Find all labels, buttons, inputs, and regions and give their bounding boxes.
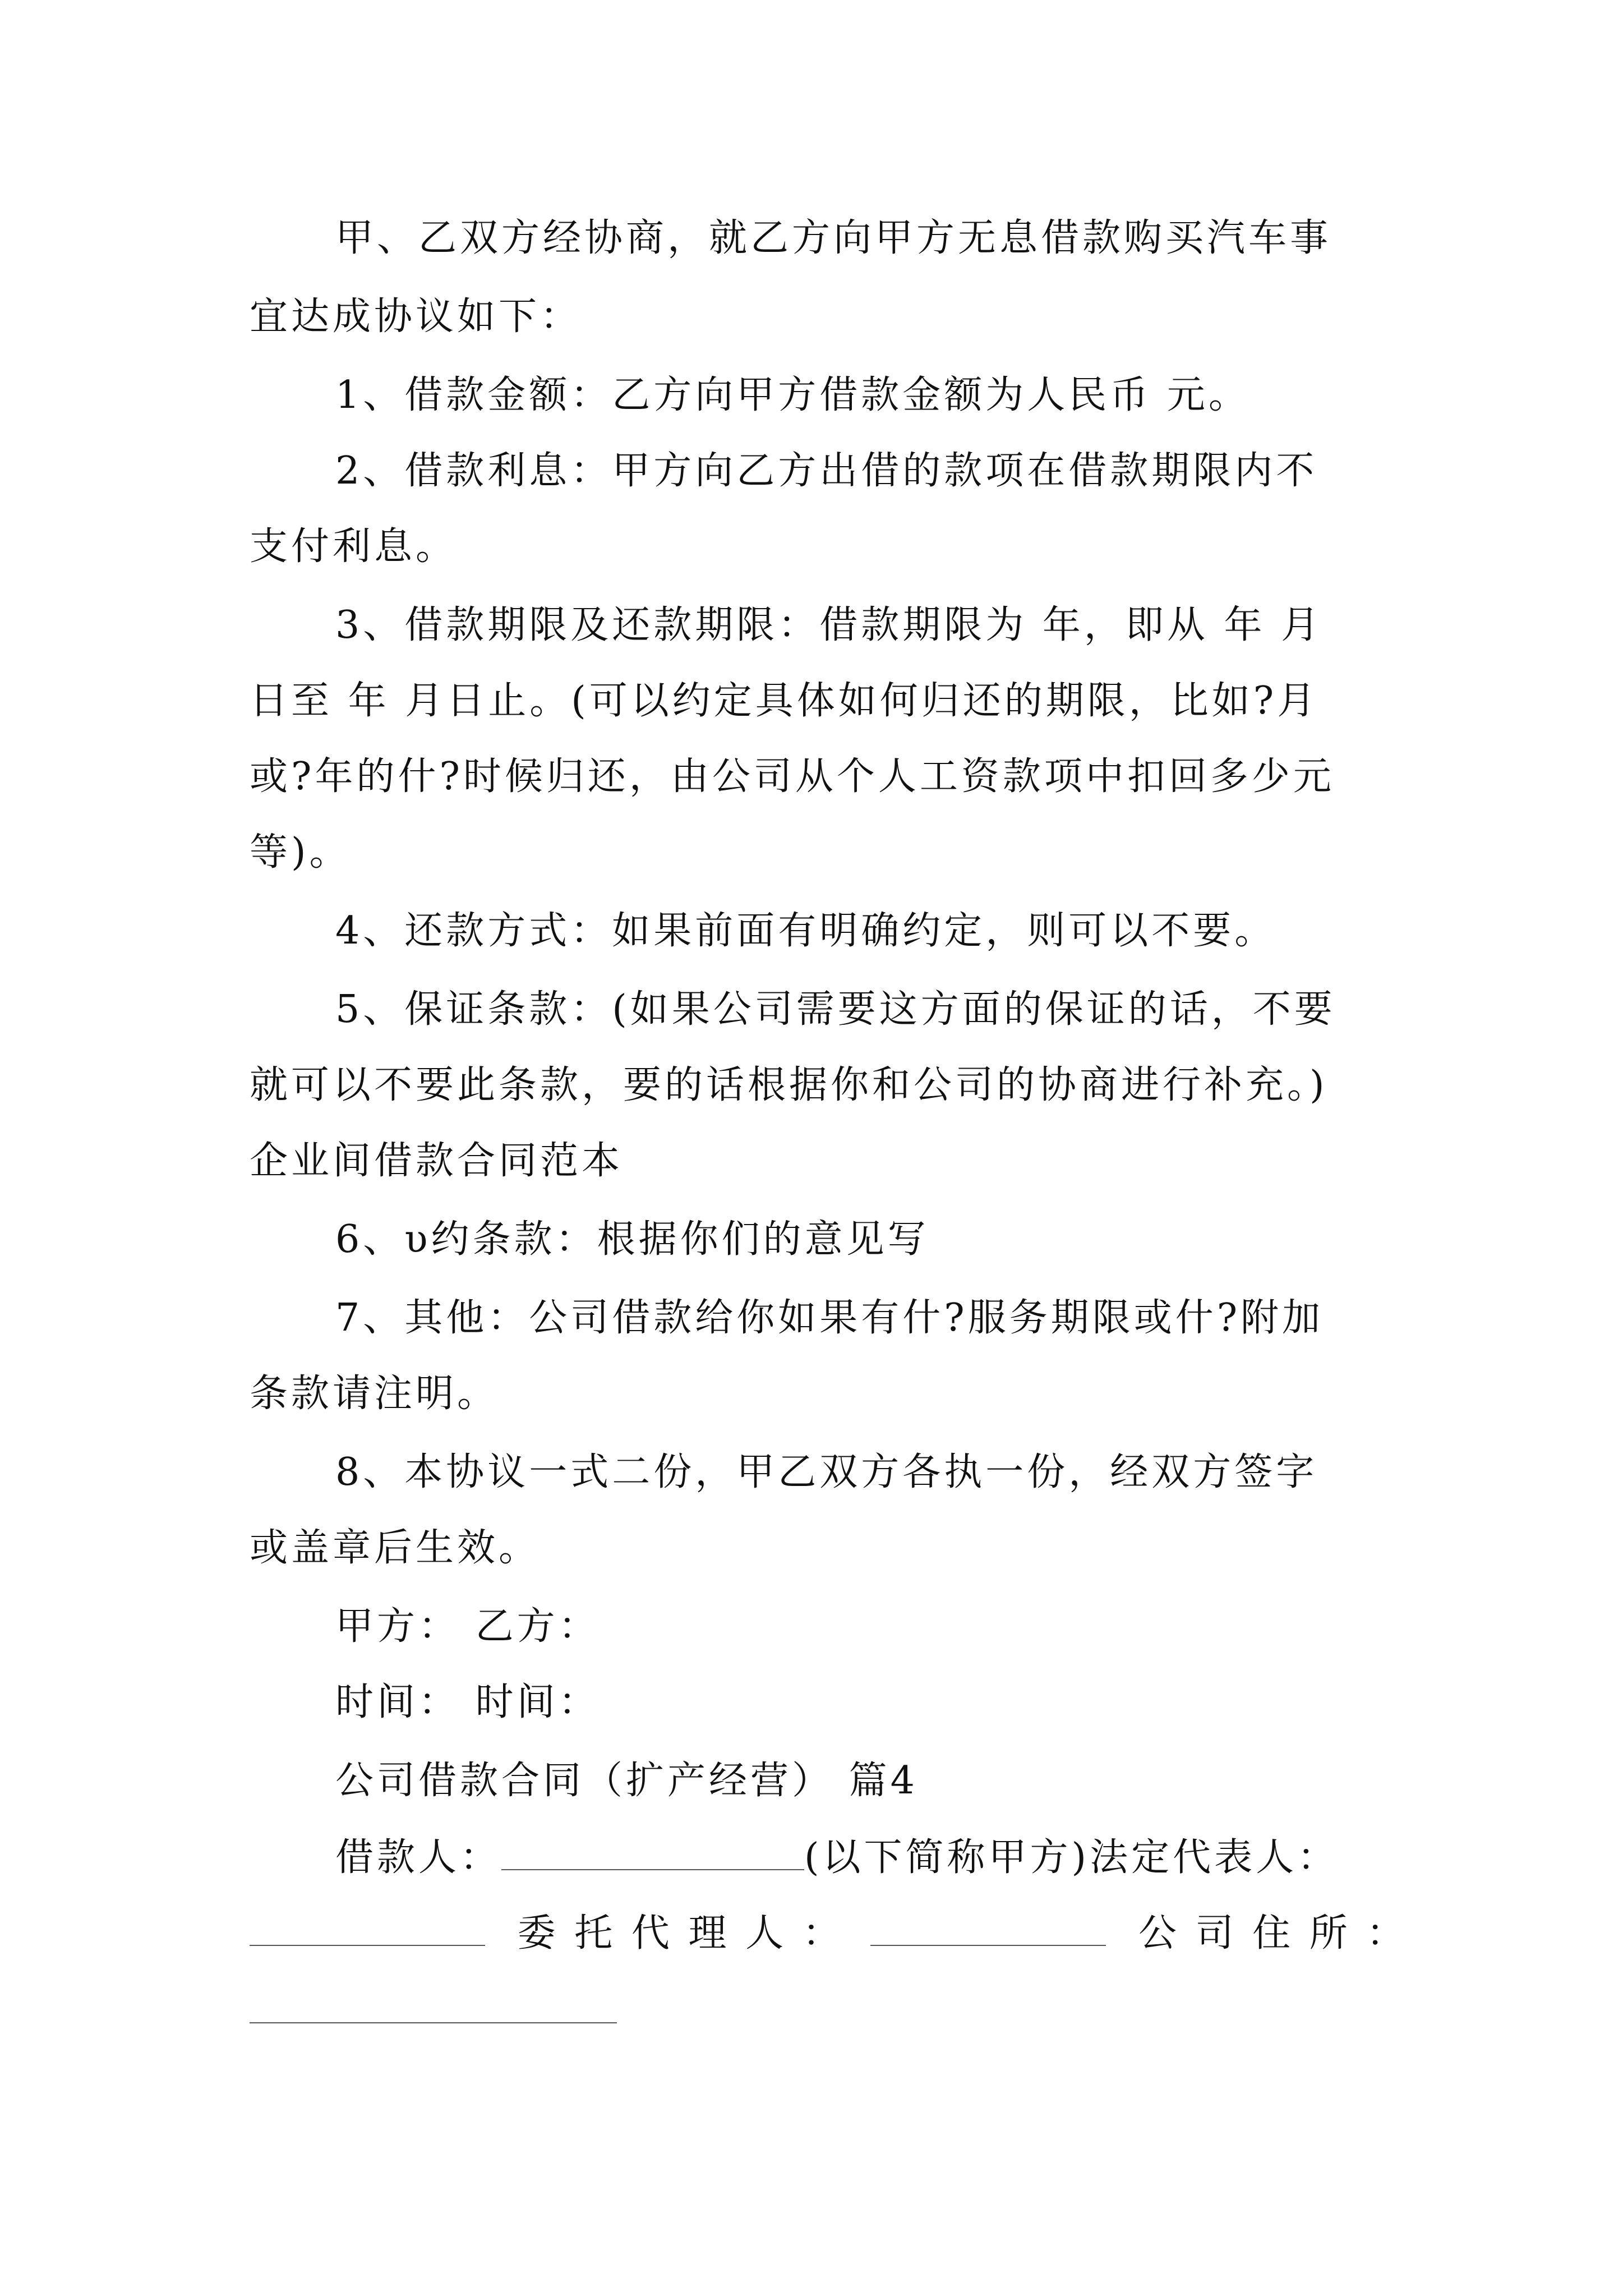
address-blank — [250, 2022, 617, 2023]
borrower-line — [335, 1834, 1339, 1880]
address-label: 公 司 住 所 ： — [1138, 1911, 1408, 1955]
clause-2-line-2: 支付利息。 — [250, 524, 458, 569]
borrower-blank — [501, 1834, 804, 1870]
date-signature-line: 时间： 时间： — [335, 1680, 600, 1724]
clause-8-line-1: 8、本协议一式二份，甲乙双方各执一份，经双方签字 — [335, 1450, 1318, 1494]
clause-3-line-3: 或?年的什?时候归还，由公司从个人工资款项中扣回多少元 — [250, 754, 1335, 799]
clause-5-line-1: 5、保证条款：(如果公司需要这方面的保证的话，不要 — [335, 987, 1336, 1032]
contract-heading: 公司借款合同（扩产经营） 篇4 — [335, 1759, 918, 1803]
section-heading: 企业间借款合同范本 — [250, 1139, 624, 1183]
agent-blank — [870, 1910, 1106, 1946]
clause-1-line: 1、借款金额：乙方向甲方借款金额为人民币 元。 — [335, 373, 1250, 417]
clause-7-line-1: 7、其他：公司借款给你如果有什?服务期限或什?附加 — [335, 1296, 1324, 1340]
clause-2-line-1: 2、借款利息：甲方向乙方出借的款项在借款期限内不 — [335, 449, 1318, 493]
clause-8-line-2: 或盖章后生效。 — [250, 1526, 541, 1570]
agent-address-line — [250, 1910, 1408, 1956]
paragraph-intro-line-2: 宜达成协议如下： — [250, 295, 582, 339]
clause-5-line-2: 就可以不要此条款，要的话根据你和公司的协商进行补充。) — [250, 1063, 1328, 1107]
clause-3-line-2: 日至 年 月日止。(可以约定具体如何归还的期限，比如?月 — [250, 679, 1319, 723]
clause-4-line: 4、还款方式：如果前面有明确约定，则可以不要。 — [335, 909, 1276, 953]
agent-label: 委 托 代 理 人 ： — [517, 1911, 844, 1955]
representative-blank — [250, 1910, 485, 1946]
party-signature-line: 甲方： 乙方： — [335, 1604, 600, 1649]
paragraph-intro-line-1: 甲、乙双方经协商，就乙方向甲方无息借款购买汽车事 — [335, 216, 1332, 260]
borrower-label: 借款人： — [335, 1835, 502, 1880]
clause-7-line-2: 条款请注明。 — [250, 1372, 499, 1416]
borrower-suffix: (以下简称甲方)法定代表人： — [804, 1835, 1339, 1880]
clause-3-line-1: 3、借款期限及还款期限：借款期限为 年，即从 年 月 — [335, 603, 1323, 647]
clause-6-line: 6、υ约条款：根据你们的意见写 — [335, 1217, 929, 1262]
clause-3-line-4: 等)。 — [250, 830, 351, 875]
